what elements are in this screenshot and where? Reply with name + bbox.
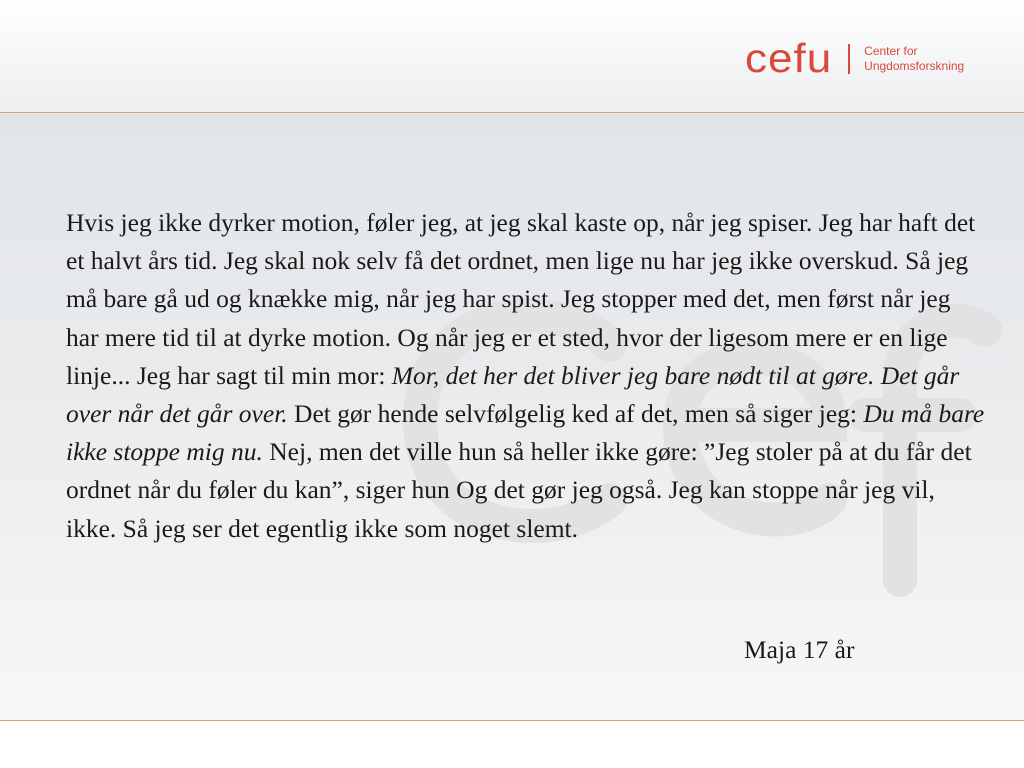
quote-text-part-1: Hvis jeg ikke dyrker motion, føler jeg, at jeg skal kaste op, når jeg spiser. Jeg har haft det et halvt års tid. Jeg skal nok selv få det ordnet, men lige nu har jeg ikke overskud. Så jeg må bare gå ud og knække mig, når jeg har spist. Jeg stopper med det, men først når jeg har mere tid til at dyrke motion. Og når jeg er et sted, hvor der ligesom mere er en lige linje... Jeg har sagt til min mor:	[66, 208, 976, 390]
logo-text	[864, 44, 964, 74]
quote-italic-2: Du må bare ikke stoppe mig nu.	[66, 399, 985, 467]
quote-text-part-3: Nej, men det ville hun så heller ikke gøre: ”Jeg stoler på at du får det ordnet når du føler du kan”, siger hun Og det gør jeg også. Jeg kan stoppe når jeg vil, ikke. Så jeg ser det egentlig ikke som noget slemt.	[66, 437, 972, 543]
footer-band	[0, 721, 1024, 768]
quote-italic-1: Mor, det her det bliver jeg bare nødt til at gøre. Det går over når det går over.	[66, 360, 960, 429]
quote-text-part-2: Det gør hende selvfølgelig ked af det, men så siger jeg:	[287, 399, 864, 429]
cefu-logo	[745, 34, 964, 84]
logo-text-line-1: Center for	[864, 44, 918, 58]
logo-text-line-2: Ungdomsforskning	[864, 59, 965, 73]
logo-divider	[848, 44, 850, 74]
quote-attribution: Maja 17 år	[744, 635, 855, 664]
logo-mark: cefu	[745, 36, 833, 82]
quote-text	[66, 204, 986, 548]
